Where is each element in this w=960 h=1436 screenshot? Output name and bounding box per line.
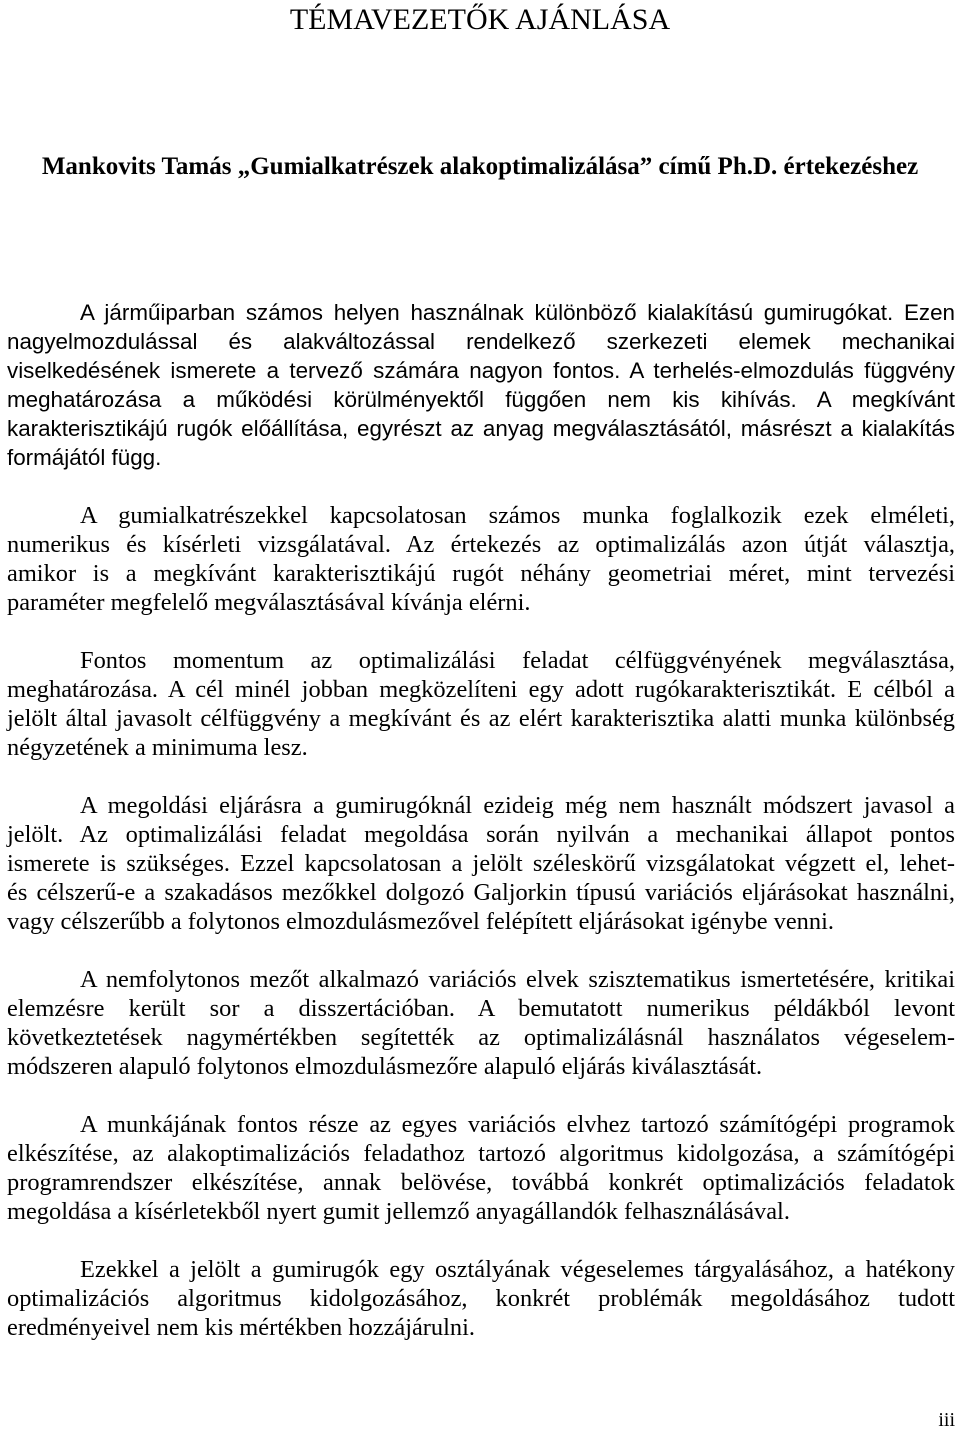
paragraph bbox=[7, 965, 955, 1081]
text-line: formájától függ. bbox=[7, 444, 162, 470]
paragraph bbox=[7, 1255, 955, 1342]
paragraph bbox=[7, 1110, 955, 1226]
text-line: A gumialkatrészekkel kapcsolatosan számos munka foglalkozik ezek elméleti, bbox=[80, 501, 955, 529]
text-line: optimalizációs algoritmus kidolgozásához, konkrét problémák megoldásához tudott bbox=[7, 1284, 955, 1312]
text-line: ismerete is szükséges. Ezzel kapcsolatosan a jelölt széleskörű vizsgálatokat végzett el, lehet- bbox=[7, 849, 955, 877]
text-line: viselkedésének ismerete a tervező számára nagyon fontos. A terhelés-elmozdulás függvény bbox=[7, 357, 955, 383]
paragraph bbox=[7, 791, 955, 936]
text-line: Ezekkel a jelölt a gumirugók egy osztályának végeselemes tárgyalásához, a hatékony bbox=[80, 1255, 955, 1283]
page-number: iii bbox=[938, 1409, 955, 1431]
text-line: és célszerű-e a szakadásos mezőkkel dolgozó Galjorkin típusú variációs eljárásokat használni, bbox=[7, 878, 955, 906]
text-line: numerikus és kísérleti vizsgálatával. Az értekezés az optimalizálás azon útját választja, bbox=[7, 530, 955, 558]
paragraph bbox=[7, 501, 955, 617]
document-title: TÉMAVEZETŐK AJÁNLÁSA bbox=[289, 3, 671, 36]
text-line: elkészítése, az alakoptimalizációs feladathoz tartozó algoritmus kidolgozása, a számítógépi bbox=[7, 1139, 955, 1167]
text-line: eredményeivel nem kis mértékben hozzájárulni. bbox=[7, 1313, 475, 1341]
text-line: megoldása a kísérletekből nyert gumit jellemző anyagállandók felhasználásával. bbox=[7, 1197, 790, 1225]
text-line: A munkájának fontos része az egyes variációs elvhez tartozó számítógépi programok bbox=[80, 1110, 955, 1138]
text-line: A megoldási eljárásra a gumirugóknál ezideig még nem használt módszert javasol a bbox=[80, 791, 955, 819]
text-line: nagyelmozdulással és alakváltozással rendelkező szerkezeti elemek mechanikai bbox=[7, 328, 955, 354]
text-line: programrendszer elkészítése, annak belövése, továbbá konkrét optimalizációs feladatok bbox=[7, 1168, 955, 1196]
text-line: következtetések nagymértékben segítették az optimalizálásnál használatos végeselem- bbox=[7, 1023, 955, 1051]
text-line: A nemfolytonos mezőt alkalmazó variációs elvek szisztematikus ismertetésére, kritikai bbox=[80, 965, 955, 993]
text-line: Fontos momentum az optimalizálási feladat célfüggvényének megválasztása, bbox=[80, 646, 955, 674]
text-line: karakterisztikájú rugók előállítása, egyrészt az anyag megválasztásától, másrészt a kialakítás bbox=[7, 415, 955, 441]
text-line: amikor is a megkívánt karakterisztikájú rugót néhány geometriai méret, mint tervezési bbox=[7, 559, 955, 587]
paragraph bbox=[7, 298, 955, 472]
text-line: meghatározása a működési körülményektől függően nem kis kihívás. A megkívánt bbox=[7, 386, 955, 412]
document-subtitle: Mankovits Tamás „Gumialkatrészek alakoptimalizálása” című Ph.D. értekezéshez bbox=[41, 153, 919, 180]
document-body bbox=[7, 298, 955, 1371]
text-line: jelölt által javasolt célfüggvény a megkívánt és az elért karakterisztika alatti munka különbség bbox=[7, 704, 955, 732]
text-line: jelölt. Az optimalizálási feladat megoldása során nyilván a mechanikai állapot pontos bbox=[7, 820, 955, 848]
text-line: paraméter megfelelő megválasztásával kívánja elérni. bbox=[7, 588, 531, 616]
text-line: meghatározása. A cél minél jobban megközelíteni egy adott rugókarakterisztikát. E célból a bbox=[7, 675, 955, 703]
text-line: vagy célszerűbb a folytonos elmozdulásmezővel felépített eljárásokat igénybe venni. bbox=[7, 907, 834, 935]
paragraph bbox=[7, 646, 955, 762]
text-line: négyzetének a minimuma lesz. bbox=[7, 733, 308, 761]
text-line: módszeren alapuló folytonos elmozdulásmezőre alapuló eljárás kiválasztását. bbox=[7, 1052, 763, 1080]
text-line: elemzésre került sor a disszertációban. A bemutatott numerikus példákból levont bbox=[7, 994, 955, 1022]
text-line: A járműiparban számos helyen használnak különböző kialakítású gumirugókat. Ezen bbox=[80, 299, 955, 325]
